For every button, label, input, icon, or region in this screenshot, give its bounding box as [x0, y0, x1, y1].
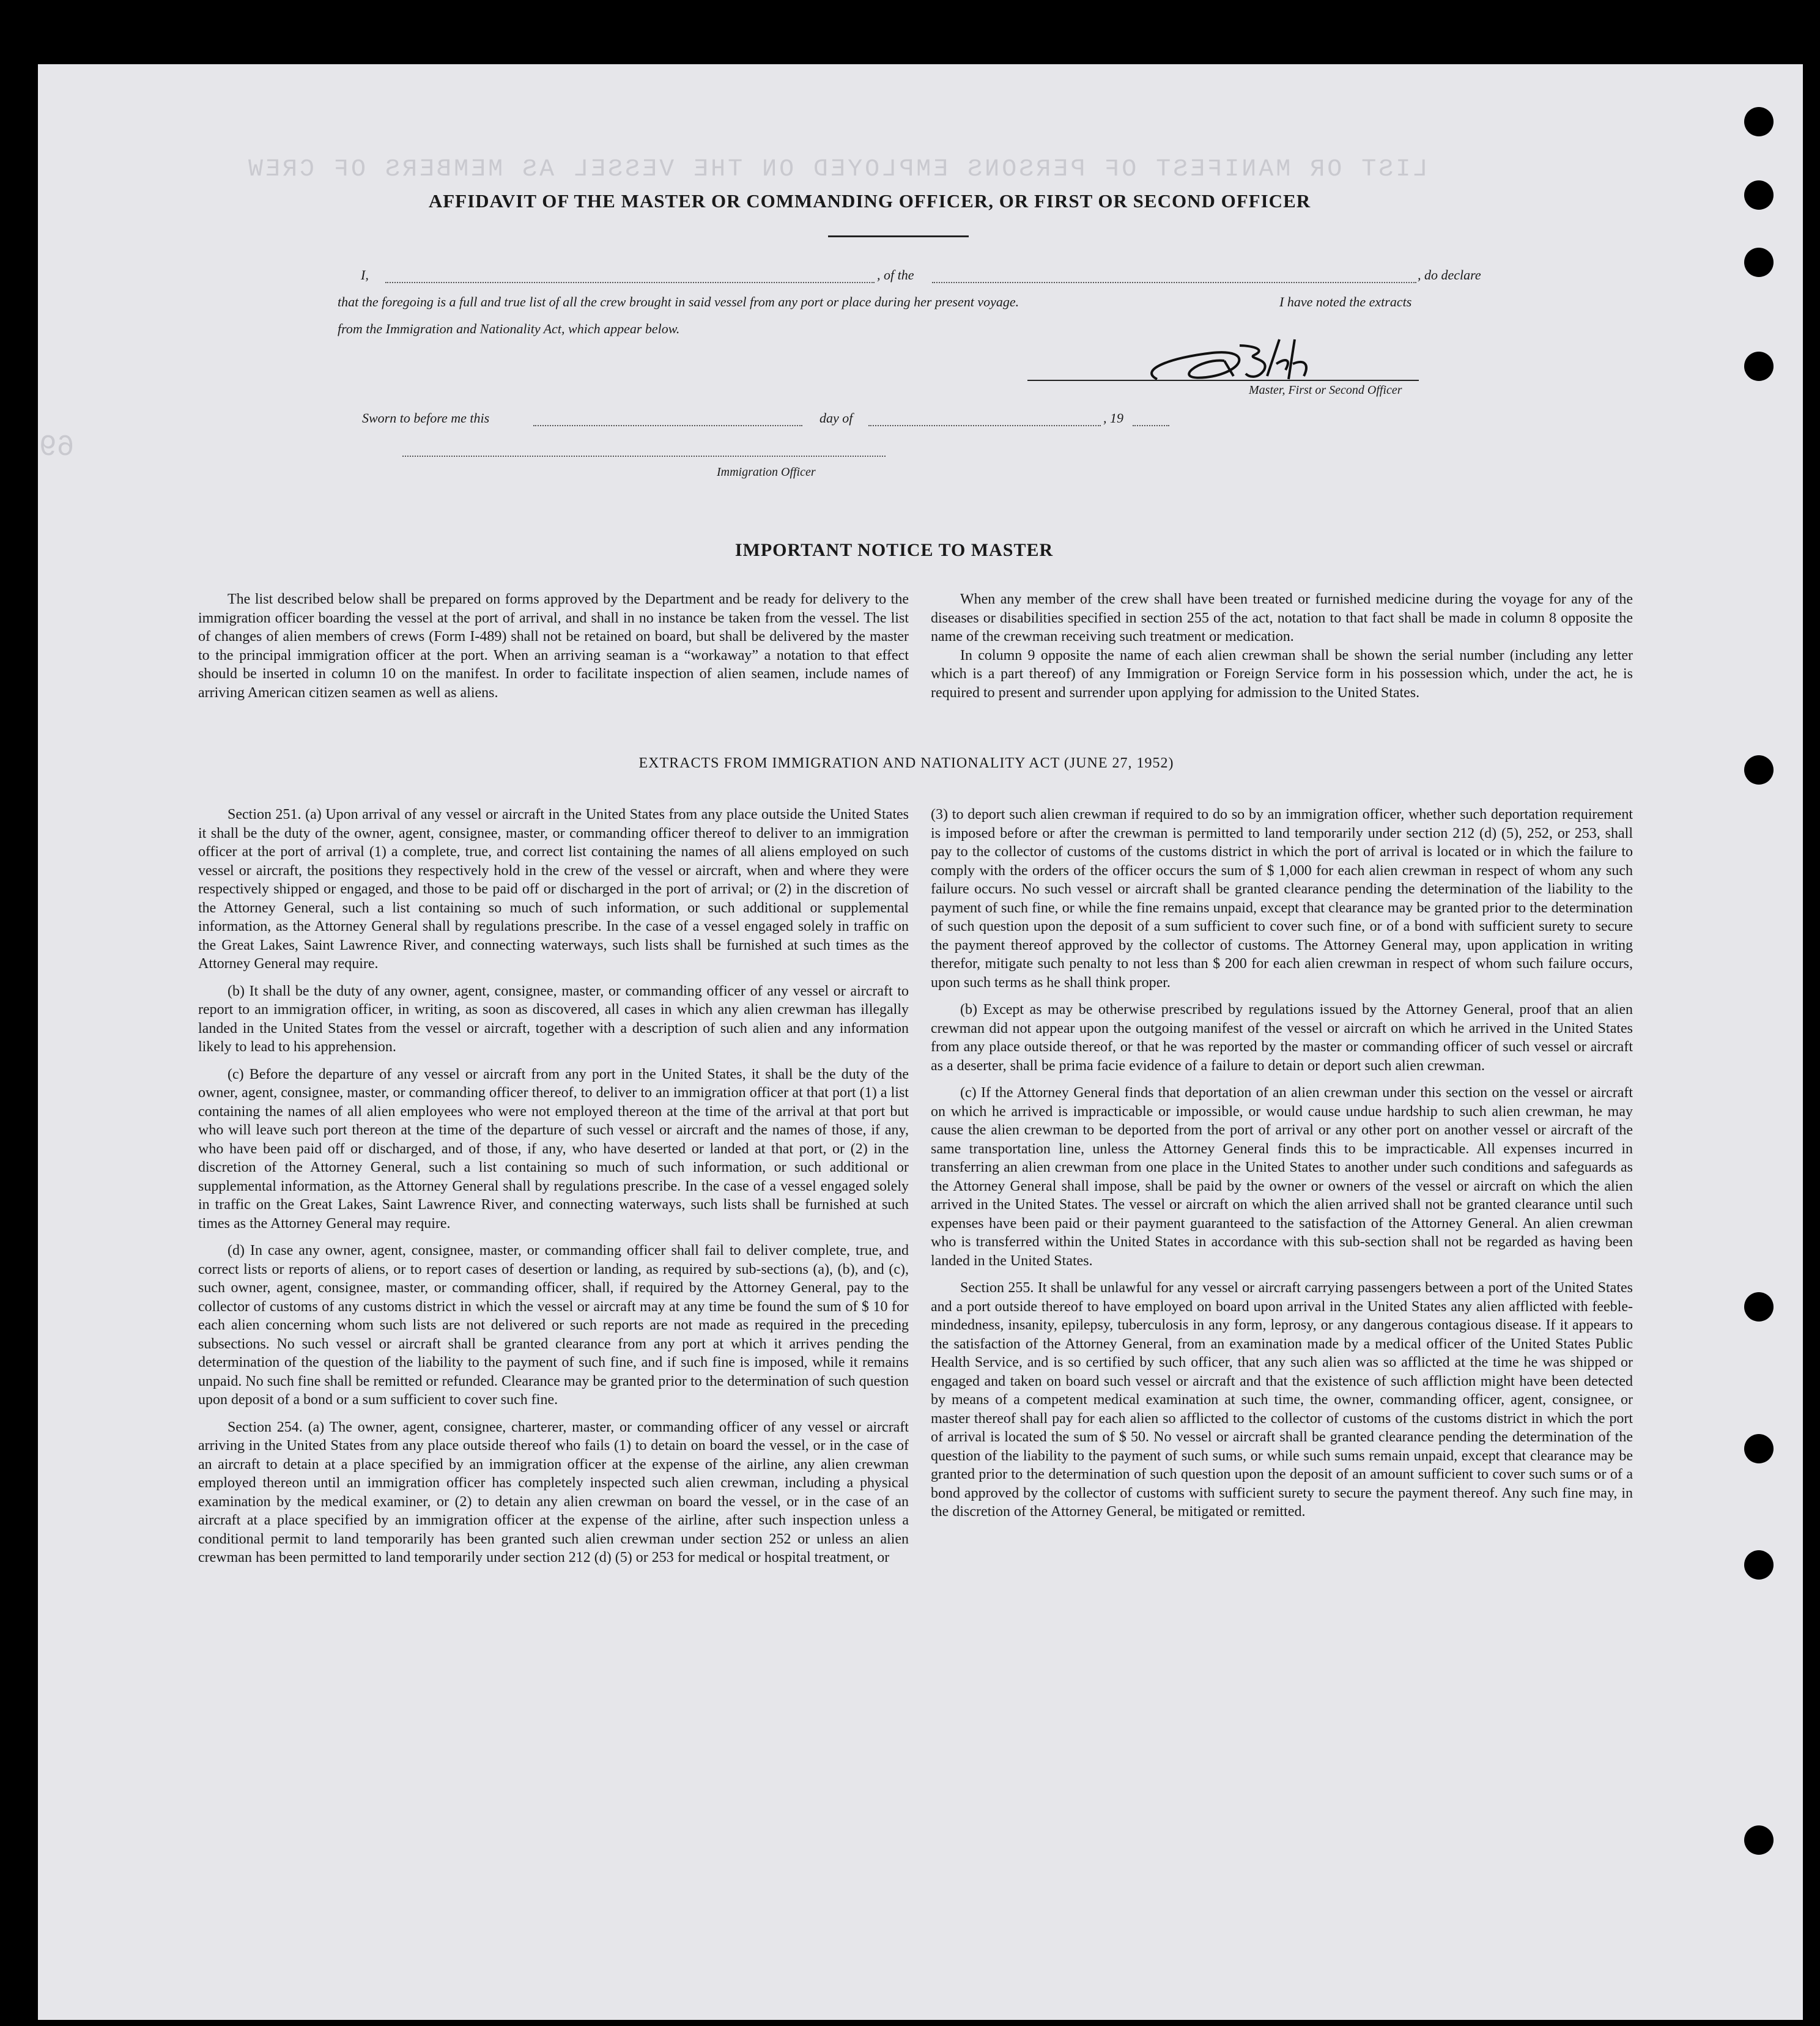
bleed-through-page-number: 69 [39, 431, 75, 464]
section-254-a: Section 254. (a) The owner, agent, consignee, charterer, master, or commanding officer of any vessel or aircraft arriving in the United States from any place outside thereof who fails (1) to detain on board the vessel, or in the case of an aircraft to detain at a place specified by an immigration officer at the expense of the airline, any alien crewman employed thereon until an immigration officer has completely inspected such alien crewman, including a physical examination by the medical examiner, or (2) to detain any alien crewman on board the vessel, or in the case of an aircraft at a place specified by an immigration officer at the expense of the airline, after such inspection unless a conditional permit to land temporarily has been granted such alien crewman under section 252 or unless an alien crewman has been permitted to land temporarily under section 212 (d) (5) or 253 for medical or hospital treatment, or [198, 1419, 909, 1566]
bleed-through-header: LIST OR MANIFEST OF PERSONS EMPLOYED ON THE VESSEL AS MEMBERS OF CREW [246, 156, 1428, 183]
section-254-c: (c) If the Attorney General finds that deportation of an alien crewman under this section on the vessel or aircraft on which he arrived is impracticable or impossible, or would cause undue hardship to such alien crewman, he may cause the alien crewman to be deported from the port of arrival or any other port on another vessel or aircraft of the same transportation line, unless the Attorney General finds this to be impracticable. All expenses incurred in transferring an alien crewman from one place in the United States to another under such conditions and safeguards as the Attorney General shall impose, shall be paid by the owner or owners of the vessel or aircraft on which the alien arrived in the United States. The vessel or aircraft on which the alien arrived shall not be granted clearance until such expenses have been paid or their payment guaranteed to the satisfaction of the Attorney General. An alien crewman who is transferred within the United States in accordance with this sub-section shall not be regarded as having been landed in the United States. [931, 1085, 1633, 1269]
affidavit-statement-cont: from the Immigration and Nationality Act, which appear below. [338, 321, 680, 336]
notice-right-text-2: In column 9 opposite the name of each alien crewman shall be shown the serial number (including any letter which is a part thereof) of any Immigration or Foreign Service form in his possession which, under the act, he is required to present and surrender upon applying for admission to the United States. [931, 647, 1633, 701]
section-251-c: (c) Before the departure of any vessel or aircraft from any port in the United States, it shall be the duty of the owner, agent, consignee, master, or commanding officer thereof, to deliver to an immigration officer at that port (1) a list containing the names of all alien employees who were not employed thereon at the time of the arrival at that port but who will leave such port thereon at the time of the departure of such vessel or aircraft and the names of those, if any, who have been paid off or discharged, and of those, if any, who have deserted or landed at that port, or (2) in the discretion of the Attorney General, such a list containing so much of such information, or such additional or supplemental information, as the Attorney General shall by regulations prescribe. In the case of a vessel engaged solely in traffic on the Great Lakes, Saint Lawrence River, and connecting waterways, such lists shall be furnished at such times as the Attorney General may require. [198, 1066, 909, 1232]
section-251-d: (d) In case any owner, agent, consignee, master, or commanding officer shall fail to deliver complete, true, and correct lists or reports of aliens, or to report cases of desertion or landing, as required by sub-sections (a), (b), and (c), such owner, agent, consignee, master, or commanding officer, shall, if required by the Attorney General, pay to the collector of customs of any customs district in which the vessel or aircraft may at any time be found the sum of $ 10 for each alien concerning whom such lists are not delivered or such reports are not made as required in the preceding subsections. No such vessel or aircraft shall be granted clearance from any port at which it arrives pending the determination of the question of the liability to the payment of such fine, and if such fine is imposed, while it remains unpaid. No such fine shall be remitted or refunded. Clearance may be granted prior to the determination of such question upon deposit of a bond or a sum sufficient to cover such fine. [198, 1243, 909, 1408]
punch-hole [1744, 1825, 1774, 1855]
section-255: Section 255. It shall be unlawful for any vessel or aircraft carrying passengers between a port of the United States and a port outside thereof to have employed on board upon arrival in the United States any alien afflicted with feeble-mindedness, insanity, epilepsy, tuberculosis in any form, leprosy, or any dangerous contagious disease. If it appears to the satisfaction of the Attorney General, from an examination made by a medical officer of the United States Public Health Service, and is so certified by such officer, that any such alien was so afflicted at the time he was shipped or engaged and taken on board such vessel or aircraft and that the existence of such affliction might have been detected by means of a competent medical examination at such time, the owner, commanding officer, agent, consignee, or master thereof shall pay for each alien so afflicted to the collector of customs of the customs district in which the port of arrival is located the sum of $ 50. No vessel or aircraft shall be granted clearance pending the determination of the question of the liability to the payment of such sums, or while such sums remain unpaid, except that clearance may be granted prior to the determination of such question upon the deposit of an amount sufficient to cover such sums or of a bond approved by the collector of customs with sufficient surety to secure the payment thereof. Any such fine may, in the discretion of the Attorney General, be mitigated or remitted. [931, 1280, 1633, 1520]
immigration-officer-signature-line[interactable] [402, 456, 886, 457]
vessel-field[interactable] [932, 282, 1416, 283]
extracts-right-column [931, 805, 1633, 1521]
punch-hole [1744, 180, 1774, 210]
punch-hole [1744, 248, 1774, 277]
affidavit-title: AFFIDAVIT OF THE MASTER OR COMMANDING OFFICER, OR FIRST OR SECOND OFFICER [428, 190, 1311, 212]
punch-hole [1744, 1550, 1774, 1580]
document-page [38, 64, 1803, 2020]
punch-hole [1744, 352, 1774, 381]
section-254-a-cont: (3) to deport such alien crewman if required to do so by an immigration officer, whether such deportation requirement is imposed before or after the crewman is permitted to land temporarily under section 212 (d) (5), 252, or 253, shall pay to the collector of customs of the customs district in which the port of arrival is located or in which the failure to comply with the orders of the officer occurs the sum of $ 1,000 for each alien crewman in respect of whom any such failure occurs. No such vessel or aircraft shall be granted clearance pending the determination of the liability to the payment of such fine, or while the fine remains unpaid, except that clearance may be granted prior to the determination of such question upon the deposit of a sum sufficient to cover such fine, or of a bond with sufficient surety to secure the payment thereof approved by the collector of customs. The Attorney General may, upon application in writing therefor, mitigate such penalty to not less than $ 200 for each alien crewman in respect of whom such failure occurs, upon such terms as he shall think proper. [931, 807, 1633, 991]
signature-line [1027, 380, 1419, 381]
extracts-title: EXTRACTS FROM IMMIGRATION AND NATIONALITY ACT (JUNE 27, 1952) [638, 755, 1174, 771]
notice-right-paragraphs [931, 590, 1633, 702]
notice-right-text-1: When any member of the crew shall have been treated or furnished medicine during the voyage for any of the diseases or disabilities specified in section 255 of the act, notation to that fact shall be made in column 8 opposite the name of the crewman receiving such treatment or medication. [931, 591, 1633, 645]
punch-hole [1744, 1434, 1774, 1463]
year-label: , 19 [1103, 410, 1123, 426]
sworn-month-field[interactable] [868, 425, 1101, 426]
name-field[interactable] [385, 282, 875, 283]
sworn-year-field[interactable] [1133, 425, 1169, 426]
sworn-day-field[interactable] [533, 425, 802, 426]
signature-caption: Master, First or Second Officer [1249, 383, 1402, 397]
punch-hole [1744, 107, 1774, 136]
notice-title: IMPORTANT NOTICE TO MASTER [734, 540, 1054, 560]
notice-left-paragraph [198, 590, 909, 702]
section-251-b: (b) It shall be the duty of any owner, agent, consignee, master, or commanding officer of any vessel or aircraft to report to an immigration officer, in writing, as soon as discovered, all cases in which any alien crewman has illegally landed in the United States from the vessel or aircraft, together with a description of such alien and any information likely to lead to his apprehension. [198, 983, 909, 1055]
punch-hole [1744, 755, 1774, 785]
punch-hole [1744, 1292, 1774, 1322]
affidavit-extracts-note: I have noted the extracts [1279, 294, 1412, 309]
affidavit-statement: that the foregoing is a full and true list of all the crew brought in said vessel from any port or place during her present voyage. [338, 294, 1019, 309]
affidavit-of-the-label: , of the [877, 267, 914, 283]
extracts-left-column [198, 805, 909, 1567]
section-254-b: (b) Except as may be otherwise prescribed by regulations issued by the Attorney General, proof that an alien crewman did not appear upon the outgoing manifest of the vessel or aircraft on which he arrived in the United States from any place outside thereof, or that he was reported by the master or commanding officer of such vessel or aircraft as a deserter, shall be prima facie evidence of a failure to detain or deport such alien crewman. [931, 1002, 1633, 1074]
section-251-a: Section 251. (a) Upon arrival of any vessel or aircraft in the United States from any place outside the United States it shall be the duty of the owner, agent, consignee, master, or commanding officer thereof to deliver to an immigration officer at the port of arrival (1) a complete, true, and correct list containing the names of all aliens employed on such vessel or aircraft, the positions they respectively hold in the crew of the vessel or aircraft, when and where they were respectively shipped or engaged, and those to be paid off or discharged in the port of arrival; or (2) in the discretion of the Attorney General, such a list containing so much of such information, or such additional or supplemental information, as the Attorney General shall by regulations prescribe. In the case of a vessel engaged solely in traffic on the Great Lakes, Saint Lawrence River, and connecting waterways, such lists shall be furnished at such times as the Attorney General may require. [198, 807, 909, 972]
immigration-officer-label: Immigration Officer [717, 465, 816, 479]
sworn-label: Sworn to before me this [362, 410, 490, 426]
title-rule [828, 235, 969, 237]
affidavit-i-label: I, [361, 267, 369, 283]
affidavit-do-declare-label: , do declare [1418, 267, 1481, 283]
day-of-label: day of [819, 410, 853, 426]
notice-left-text: The list described below shall be prepared on forms approved by the Department and be ready for delivery to the immigration officer boarding the vessel at the port of arrival, and shall in no instance be taken from the vessel. The list of changes of alien members of crews (Form I-489) shall not be retained on board, but shall be delivered by the master to the principal immigration officer at the port. When an arriving seaman is a “workaway” a notation to that effect should be inserted in column 10 on the manifest. In order to facilitate inspection of alien seamen, include names of arriving American citizen seamen as well as aliens. [198, 591, 909, 701]
